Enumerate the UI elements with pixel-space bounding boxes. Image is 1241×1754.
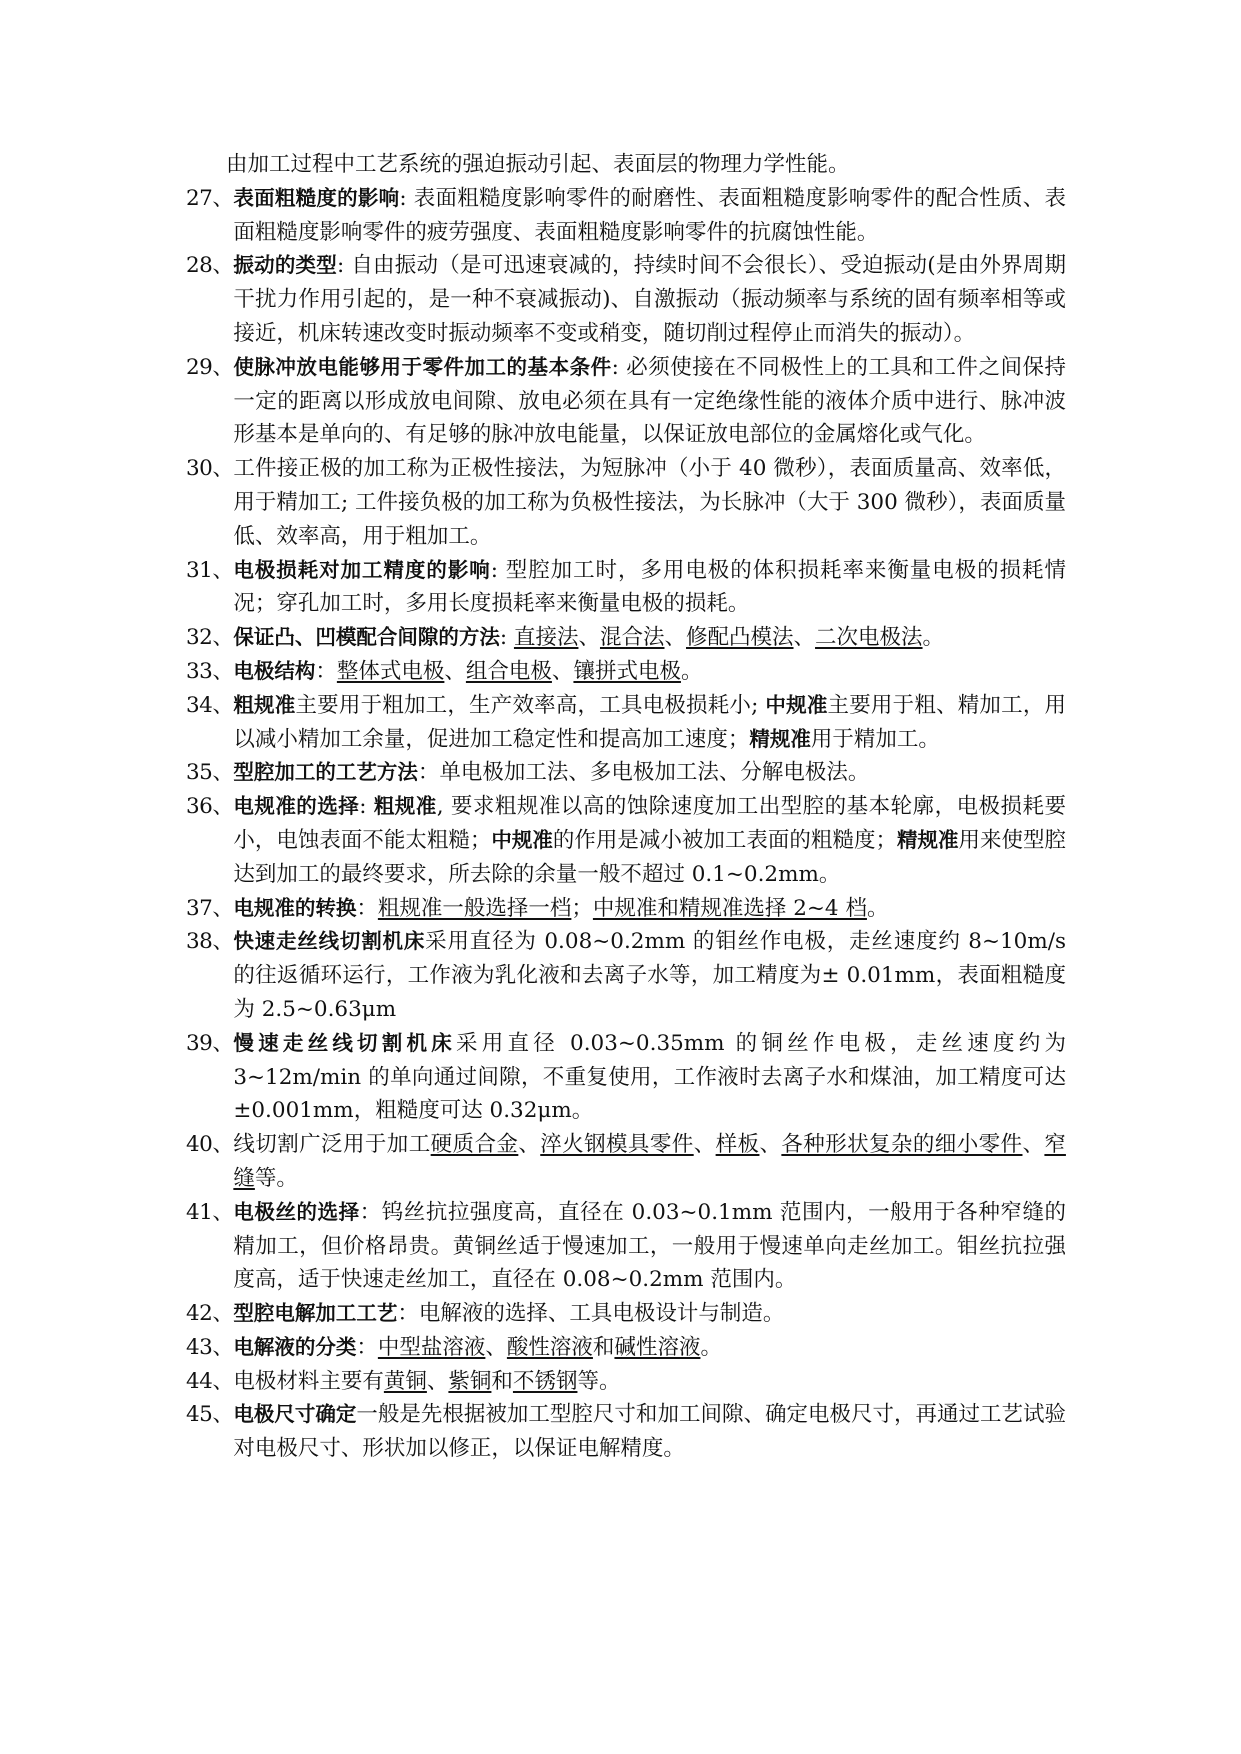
list-item [186,689,1066,757]
list-item [186,1365,1066,1399]
term-heading: 振动的类型 [233,253,338,278]
term-heading: 快速走丝线切割机床 [233,929,426,954]
term-heading: 精规准 [749,726,811,751]
item-text [233,1196,1066,1297]
text-run: 一般是先根据被加工型腔尺寸和加工间隙、确定电极尺寸，再通过工艺试验对电极尺寸、形状加以修正，以保证电解精度。 [233,1402,1066,1462]
text-run: ； [571,895,593,921]
text-run: 、 [1022,1132,1045,1158]
item-text [233,621,1066,655]
item-number: 27、 [186,185,234,211]
term-heading: 使脉冲放电能够用于零件加工的基本条件 [233,354,612,379]
term-heading: 电极损耗对加工精度的影响 [233,557,491,582]
text-run: ： [315,658,337,684]
list-item [186,182,1066,250]
list-item [186,1196,1066,1297]
term-heading: 电极丝的选择 [233,1199,360,1224]
list-item [186,621,1066,655]
item-number: 37、 [186,895,234,921]
text-run: ：电解液的选择、工具电极设计与制造。 [397,1301,785,1327]
underlined-term: 酸性溶液 [506,1334,593,1360]
item-text [233,1398,1066,1466]
list-item [186,554,1066,622]
text-run: 、 [551,658,574,684]
text-run: 电极材料主要有 [233,1368,384,1394]
text-run: 、 [578,625,600,651]
underlined-term: 中型盐溶液 [377,1334,486,1360]
item-text [233,1365,1066,1399]
underlined-term: 硬质合金 [430,1132,519,1158]
term-heading: 中规准 [491,827,553,852]
item-text [233,249,1066,350]
underlined-term: 修配凸模法 [686,625,794,651]
text-run: 、 [426,1368,449,1394]
text-run: 和 [491,1368,513,1394]
underlined-term: 镶拼式电极 [573,658,681,684]
text-run: 、 [518,1132,541,1158]
item-number: 32、 [186,625,234,651]
text-run: 、 [793,625,816,651]
underlined-term: 样板 [715,1132,760,1158]
list-item [186,1331,1066,1365]
term-heading: 型腔加工的工艺方法 [233,760,418,785]
text-run: , 要求粗规准以高的蚀除速度加工出型腔的基本轮廓，电极损耗要小，电蚀表面不能太粗糙； [233,794,1067,853]
item-text [233,925,1066,1026]
underlined-term: 碱性溶液 [614,1334,701,1360]
item-number: 45、 [186,1402,234,1428]
text-run: 采用直径为 0.08~0.2mm 的钼丝作电极，走丝速度约 8~10m/s 的往返循环运行，工作液为乳化液和去离子水等，加工精度为± 0.01mm，表面粗糙度为 2.5~0.63μm [233,929,1066,1022]
text-run: 。 [922,625,945,651]
term-heading: 中规准 [765,692,828,717]
underlined-term: 中规准和精规准选择 2~4 档 [592,895,867,921]
list-item [186,892,1066,926]
term-heading: 保证凸、凹模配合间隙的方法 [233,625,500,650]
text-run: 工件接正极的加工称为正极性接法，为短脉冲（小于 40 微秒），表面质量高、效率低，用于精加工; 工件接负极的加工称为负极性接法，为长脉冲（大于 300 微秒），表面质量低、效率高，用于粗加工。 [233,456,1066,549]
item-number: 35、 [186,760,234,786]
item-text [233,1297,1066,1331]
underlined-term: 窄缝 [233,1132,1066,1191]
item-text [233,756,1066,790]
item-number: 31、 [186,557,234,583]
text-run: ：单电极加工法、多电极加工法、分解电极法。 [417,760,870,786]
term-heading: 粗规准 [233,692,296,717]
text-run: 的作用是减小被加工表面的粗糙度； [552,827,897,853]
text-run: 、 [664,625,686,651]
item-number: 43、 [186,1334,234,1360]
numbered-list [186,182,1066,1466]
list-item [186,1297,1066,1331]
list-item [186,1398,1066,1466]
term-heading: 电极尺寸确定 [233,1402,357,1427]
text-run: 线切割广泛用于加工 [233,1132,431,1158]
underlined-term: 组合电极 [465,658,552,684]
item-text [233,554,1066,622]
term-heading: 粗规准 [373,794,437,819]
underlined-term: 各种形状复杂的细小零件 [781,1132,1023,1158]
item-number: 40、 [186,1132,234,1158]
text-run: 、 [693,1132,716,1158]
list-item [186,351,1066,452]
text-run: 。 [680,658,703,684]
term-heading: 型腔电解加工工艺 [233,1301,398,1326]
text-run: 主要用于粗、精加工，用以减小精加工余量，促进加工稳定性和提高加工速度； [233,692,1067,752]
text-run: : 型腔加工时，多用电极的体积损耗率来衡量电极的损耗情况；穿孔加工时，多用长度损耗率来衡量电极的损耗。 [233,557,1066,617]
text-run: 等。 [577,1368,621,1394]
text-run: 、 [759,1132,782,1158]
underlined-term: 混合法 [599,625,665,651]
text-run: 等。 [254,1165,298,1191]
item-number: 30、 [186,456,234,482]
item-text [233,655,1066,689]
term-heading: 电解液的分类 [233,1334,357,1359]
text-run: 用于精加工。 [810,726,940,752]
underlined-term: 紫铜 [448,1368,492,1394]
list-item [186,1027,1066,1128]
text-run: 、 [444,658,466,684]
term-heading: 表面粗糙度的影响 [233,185,400,210]
text-run: 采用直径 0.03~0.35mm 的铜丝作电极，走丝速度约为 3~12m/min 的单向通过间隙，不重复使用，工作液时去离子水和煤油，加工精度可达±0.001mm，粗糙度可达 0.32μm。 [233,1030,1067,1124]
continuation-text: 由加工过程中工艺系统的强迫振动引起、表面层的物理力学性能。 [226,152,850,177]
item-number: 34、 [186,692,234,718]
text-run: 。 [866,895,889,921]
term-heading: 电极结构 [233,658,316,683]
underlined-term: 粗规准一般选择一档 [377,895,572,921]
term-heading: 电规准的转换 [233,895,357,920]
text-run: ：钨丝抗拉强度高，直径在 0.03~0.1mm 范围内，一般用于各种窄缝的精加工，但价格昂贵。黄铜丝适于慢速加工，一般用于慢速单向走丝加工。钼丝抗拉强度高，适于快速走丝加工，直径在 0.08~0.2mm 范围内。 [233,1199,1067,1293]
text-run: ： [356,1334,378,1360]
item-number: 38、 [186,929,234,955]
item-text [233,182,1066,250]
item-number: 39、 [186,1030,234,1056]
text-run: : [499,625,514,651]
underlined-term: 不锈钢 [512,1368,578,1394]
item-text [233,892,1066,926]
text-run: : 必须使接在不同极性上的工具和工件之间保持一定的距离以形成放电间隙、放电必须在具有一定绝缘性能的液体介质中进行、脉冲波形基本是单向的、有足够的脉冲放电能量，以保证放电部位的金属熔化或气化。 [233,354,1066,448]
list-item [186,452,1066,553]
term-heading: 电规准的选择 [233,794,360,819]
text-run: 、 [485,1334,507,1360]
term-heading: 精规准 [896,827,959,852]
list-item [186,756,1066,790]
item-number: 29、 [186,354,234,380]
text-run: 用来使型腔达到加工的最终要求，所去除的余量一般不超过 0.1~0.2mm。 [233,827,1066,887]
term-heading: 慢速走丝线切割机床 [233,1030,457,1055]
item-text [233,1027,1066,1128]
item-number: 44、 [186,1368,234,1394]
underlined-term: 整体式电极 [336,658,445,684]
text-run: : [359,794,374,820]
list-item [186,655,1066,689]
underlined-term: 淬火钢模具零件 [540,1132,694,1158]
text-run: 主要用于粗加工，生产效率高，工具电极损耗小; [295,692,766,718]
item-number: 36、 [186,794,234,820]
item-text [233,689,1066,757]
notes-body [186,148,1066,1466]
text-run: : 表面粗糙度影响零件的耐磨性、表面粗糙度影响零件的配合性质、表面粗糙度影响零件的疲劳强度、表面粗糙度影响零件的抗腐蚀性能。 [233,185,1066,245]
text-run: : 自由振动（是可迅速衰减的，持续时间不会很长）、受迫振动(是由外界周期干扰力作用引起的，是一种不衰减振动)、自激振动（振动频率与系统的固有频率相等或接近，机床转速改变时振动频率不变或稍变，随切削过程停止而消失的振动）。 [233,253,1066,346]
item-text [233,452,1066,553]
underlined-term: 直接法 [513,625,579,651]
list-item [186,790,1066,891]
list-item [186,925,1066,1026]
text-run: ： [356,895,378,921]
item-text [233,351,1066,452]
item-number: 42、 [186,1301,234,1327]
text-run: 。 [700,1334,722,1360]
underlined-term: 二次电极法 [815,625,923,651]
item-number: 28、 [186,253,234,279]
item-text [233,1128,1066,1196]
item-number: 33、 [186,658,234,684]
item-text [233,790,1066,891]
item-text [233,1331,1066,1365]
text-run: 和 [592,1334,615,1360]
list-item [186,1128,1066,1196]
list-item [186,249,1066,350]
underlined-term: 黄铜 [383,1368,427,1394]
item-number: 41、 [186,1199,234,1225]
